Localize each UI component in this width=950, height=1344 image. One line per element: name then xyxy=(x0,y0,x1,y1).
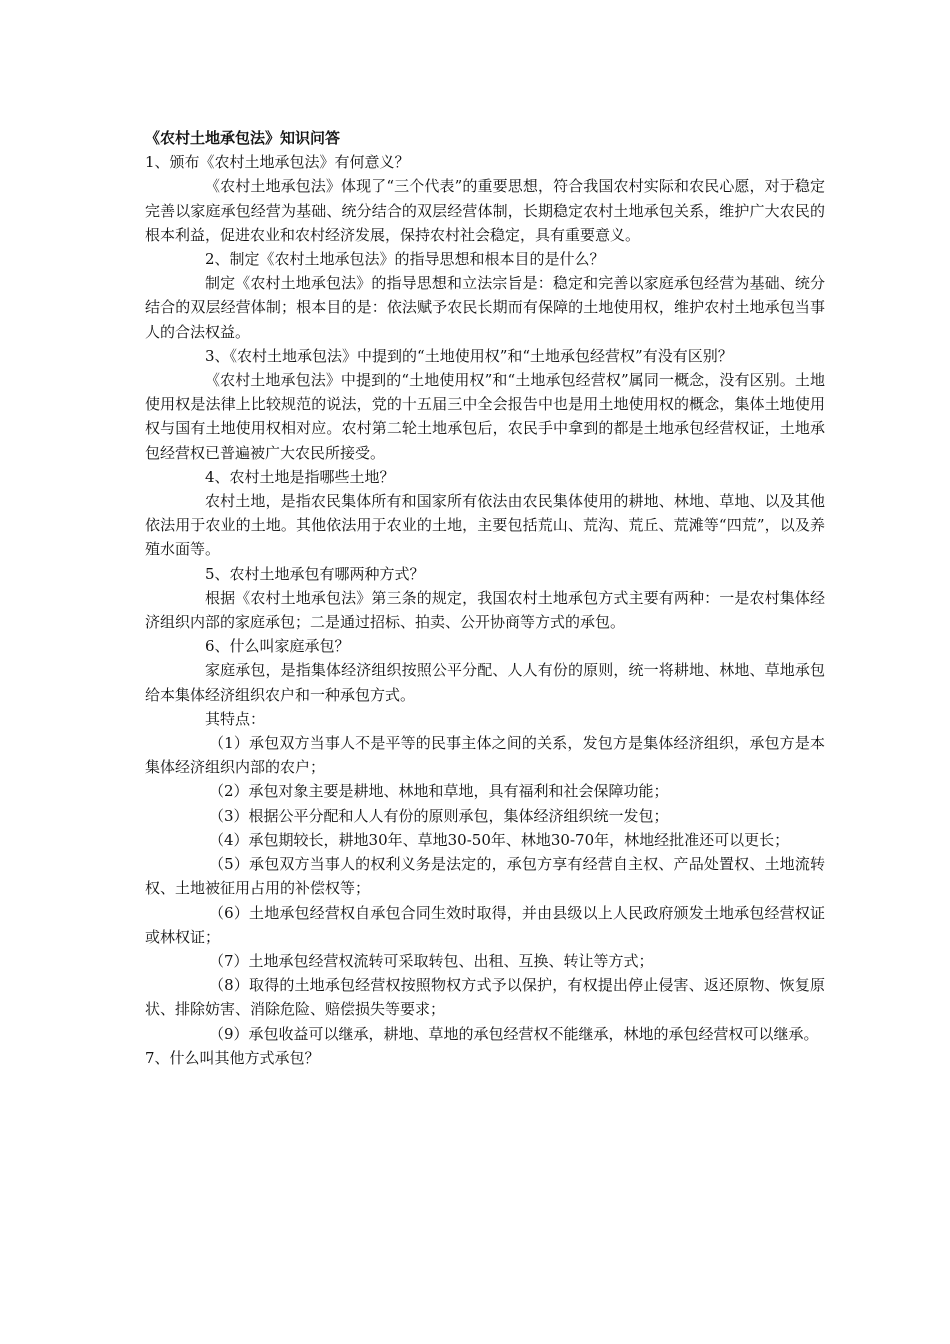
feature-item: （5）承包双方当事人的权利义务是法定的，承包方享有经营自主权、产品处置权、土地流转权、土地被征用占用的补偿权等； xyxy=(145,855,825,898)
question-7: 7、什么叫其他方式承包？ xyxy=(145,1048,320,1067)
question-6: 6、什么叫家庭承包？ xyxy=(205,637,350,656)
question-2: 2、制定《农村土地承包法》的指导思想和根本目的是什么？ xyxy=(205,250,605,269)
answer-4: 农村土地，是指农民集体所有和国家所有依法由农民集体使用的耕地、林地、草地、以及其他依法用于农业的土地。其他依法用于农业的土地，主要包括荒山、荒沟、荒丘、荒滩等“四荒”，以及养殖水面等。 xyxy=(145,492,825,559)
answer-5: 根据《农村土地承包法》第三条的规定，我国农村土地承包方式主要有两种：一是农村集体经济组织内部的家庭承包；二是通过招标、拍卖、公开协商等方式的承包。 xyxy=(145,588,825,632)
question-5: 5、农村土地承包有哪两种方式？ xyxy=(205,564,425,583)
feature-item: （1）承包双方当事人不是平等的民事主体之间的关系，发包方是集体经济组织，承包方是本集体经济组织内部的农户； xyxy=(145,734,825,777)
answer-2: 制定《农村土地承包法》的指导思想和立法宗旨是：稳定和完善以家庭承包经营为基础、统分结合的双层经营体制；根本目的是：依法赋予农民长期而有保障的土地使用权，维护农村土地承包当事人的合法权益。 xyxy=(145,274,825,341)
answer-6: 家庭承包，是指集体经济组织按照公平分配、人人有份的原则，统一将耕地、林地、草地承包给本集体经济组织农户和一种承包方式。 xyxy=(145,661,825,704)
question-1: 1、颁布《农村土地承包法》有何意义？ xyxy=(145,153,410,172)
question-3: 3、《农村土地承包法》中提到的“土地使用权”和“土地承包经营权”有没有区别？ xyxy=(205,346,733,365)
feature-item: （8）取得的土地承包经营权按照物权方式予以保护，有权提出停止侵害、返还原物、恢复原状、排除妨害、消除危险、赔偿损失等要求； xyxy=(145,976,825,1019)
document-title: 《农村土地承包法》知识问答 xyxy=(145,129,341,147)
document-page xyxy=(145,126,825,1070)
feature-item: （3）根据公平分配和人人有份的原则承包，集体经济组织统一发包； xyxy=(209,806,669,825)
question-4: 4、农村土地是指哪些土地？ xyxy=(205,467,395,486)
feature-item: （6）土地承包经营权自承包合同生效时取得，并由县级以上人民政府颁发土地承包经营权证或林权证； xyxy=(145,903,825,946)
answer-1: 《农村土地承包法》体现了“三个代表”的重要思想，符合我国农村实际和农民心愿，对于稳定完善以家庭承包经营为基础、统分结合的双层经营体制，长期稳定农村土地承包关系，维护广大农民的根本利益，促进农业和农村经济发展，保持农村社会稳定，具有重要意义。 xyxy=(145,177,825,244)
feature-item: （4）承包期较长，耕地30年、草地30-50年、林地30-70年，林地经批准还可以更长； xyxy=(209,830,790,849)
feature-item: （9）承包收益可以继承，耕地、草地的承包经营权不能继承，林地的承包经营权可以继承。 xyxy=(209,1024,819,1043)
feature-item: （7）土地承包经营权流转可采取转包、出租、互换、转让等方式； xyxy=(209,951,654,970)
answer-3: 《农村土地承包法》中提到的“土地使用权”和“土地承包经营权”属同一概念，没有区别。土地使用权是法律上比较规范的说法，党的十五届三中全会报告中也是用土地使用权的概念，集体土地使用权与国有土地使用权相对应。农村第二轮土地承包后，农民手中拿到的都是土地承包经营权证，土地承包经营权已普遍被广大农民所接受。 xyxy=(145,371,825,462)
features-heading: 其特点： xyxy=(205,709,266,728)
feature-item: （2）承包对象主要是耕地、林地和草地，具有福利和社会保障功能； xyxy=(209,782,669,801)
